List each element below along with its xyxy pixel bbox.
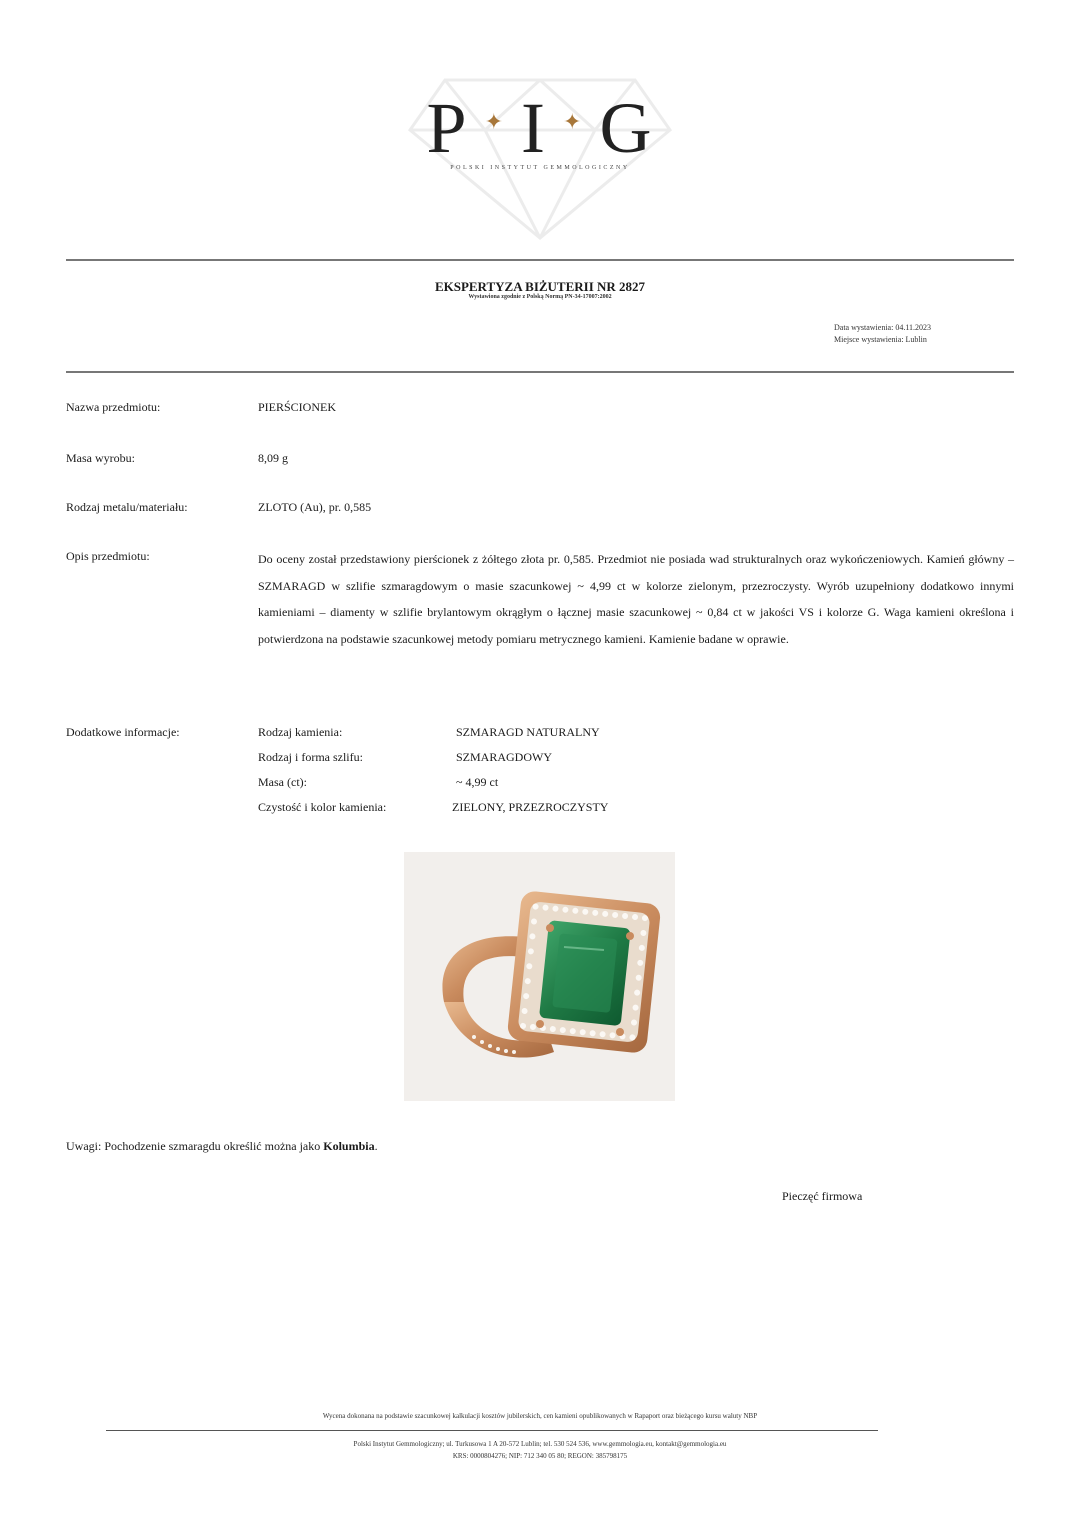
issue-place: Miejsce wystawienia: Lublin bbox=[834, 335, 927, 344]
mass-label: Masa wyrobu: bbox=[66, 451, 135, 465]
logo-star-icon: ✦ bbox=[484, 109, 506, 134]
notes-origin: Kolumbia bbox=[323, 1139, 375, 1153]
footer-registry: KRS: 0000804276; NIP: 712 340 05 80; REGON: 385798175 bbox=[452, 1452, 628, 1460]
header-divider bbox=[66, 259, 1014, 261]
footer-divider bbox=[106, 1430, 878, 1431]
ring-photo bbox=[404, 852, 675, 1101]
description-label: Opis przedmiotu: bbox=[66, 549, 150, 563]
notes bbox=[66, 1139, 378, 1154]
logo-letter-g: G bbox=[599, 87, 654, 168]
stone-type-value: SZMARAGD NATURALNY bbox=[456, 725, 600, 739]
carat-label: Masa (ct): bbox=[258, 775, 307, 789]
issue-info bbox=[834, 322, 931, 346]
stone-type-label: Rodzaj kamienia: bbox=[258, 725, 343, 739]
footer-valuation-note: Wycena dokonana na podstawie szacunkowej kalkulacji kosztów jubilerskich, cen kamieni opublikowanych w Rapaport oraz bieżącego kursu waluty NBP bbox=[322, 1412, 758, 1420]
additional-label: Dodatkowe informacje: bbox=[66, 725, 180, 739]
description-text bbox=[258, 546, 1014, 652]
logo-letter-p: P bbox=[426, 87, 469, 168]
logo-star-icon: ✦ bbox=[563, 109, 584, 134]
metal-value: ZLOTO (Au), pr. 0,585 bbox=[258, 500, 372, 514]
document-subtitle: Wystawiona zgodnie z Polską Normą PN-34-17007:2002 bbox=[468, 294, 612, 300]
metal-label: Rodzaj metalu/materiału: bbox=[66, 500, 188, 514]
footer-address: Polski Instytut Gemmologiczny; ul. Turkusowa 1 A 20-572 Lublin; tel. 530 524 536, www.gemmologia.eu, kontakt@gemmologia.eu bbox=[353, 1440, 727, 1448]
clarity-value: ZIELONY, PRZEZROCZYSTY bbox=[452, 800, 609, 814]
emerald-ring-illustration bbox=[404, 852, 675, 1101]
carat-value: ~ 4,99 ct bbox=[456, 775, 499, 789]
name-label: Nazwa przedmiotu: bbox=[66, 400, 161, 414]
section-divider bbox=[66, 371, 1014, 373]
notes-suffix: . bbox=[374, 1139, 378, 1153]
issue-date: Data wystawienia: 04.11.2023 bbox=[834, 323, 932, 332]
document-title: EKSPERTYZA BIŻUTERII NR 2827 bbox=[434, 279, 646, 294]
cut-value: SZMARAGDOWY bbox=[456, 750, 552, 764]
mass-value: 8,09 g bbox=[258, 451, 288, 465]
pig-logo bbox=[400, 88, 680, 168]
cut-label: Rodzaj i forma szlifu: bbox=[258, 750, 363, 764]
notes-prefix: Uwagi: Pochodzenie szmaragdu określić można jako bbox=[66, 1139, 324, 1153]
name-value: PIERŚCIONEK bbox=[258, 400, 337, 414]
company-stamp-label: Pieczęć firmowa bbox=[782, 1189, 863, 1203]
description-paragraph: Do oceny został przedstawiony pierścionek z żółtego złota pr. 0,585. Przedmiot nie posiada wad strukturalnych oraz wykończeniowych. Kamień główny – SZMARAGD w szlifie szmaragdowym o masie szacunkowej ~ 4,99 ct w kolorze zielonym, przezroczysty. Wyrób uzupełniony dodatkowo innymi kamieniami – diamenty w szlifie brylantowym okrągłym o łącznej masie szacunkowej ~ 0,84 ct w jakości VS i kolorze G. Waga kamieni określona i potwierdzona na podstawie szacunkowej metody pomiaru metrycznego kamieni. Kamienie badane w oprawie. bbox=[258, 552, 1014, 646]
logo-subtitle: POLSKI INSTYTUT GEMMOLOGICZNY bbox=[450, 165, 630, 171]
logo-letter-i: I bbox=[521, 87, 548, 168]
clarity-label: Czystość i kolor kamienia: bbox=[258, 800, 387, 814]
